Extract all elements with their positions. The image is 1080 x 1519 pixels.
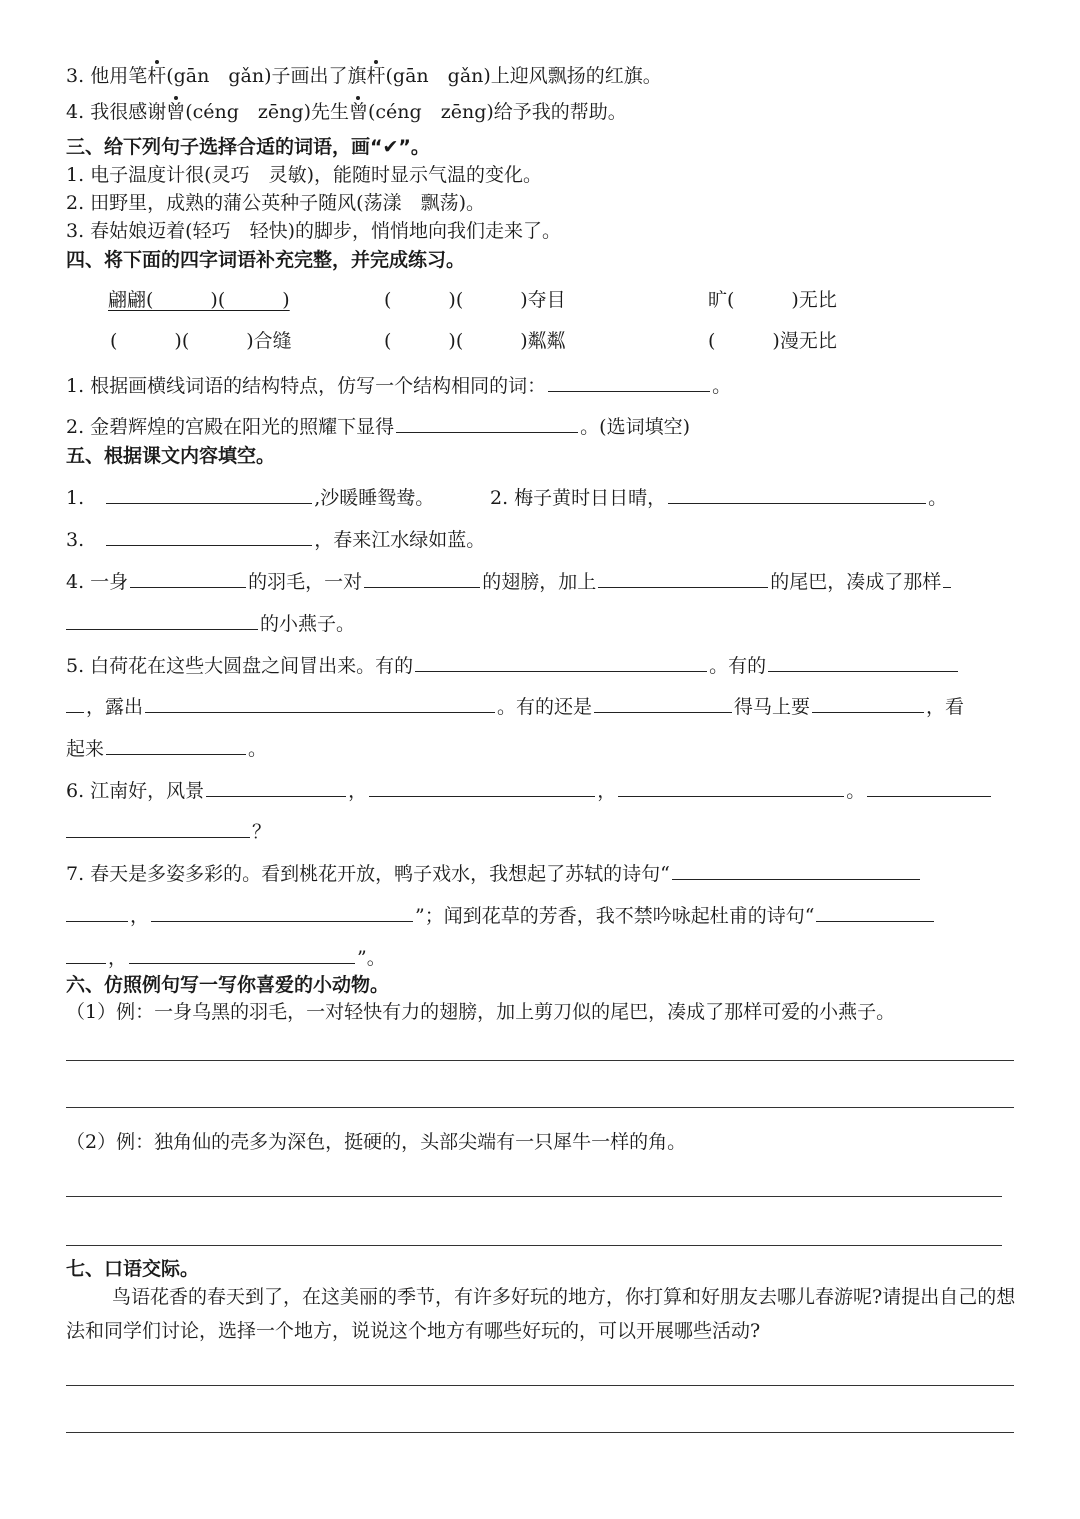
section7-title: 七、口语交际。 [66, 1258, 200, 1280]
section5-q7-cont: ， ”；闻到花草的芳香，我不禁吟咏起杜甫的诗句“ [66, 902, 936, 928]
section6-example-1: （1）例：一身乌黑的羽毛，一对轻快有力的翅膀，加上剪刀似的尾巴，凑成了那样可爱的小燕子。 [66, 1001, 896, 1023]
section5-q7: 7. 春天是多姿多彩的。看到桃花开放，鸭子戏水，我想起了苏轼的诗句“ [66, 860, 922, 886]
answer-blank[interactable] [364, 568, 480, 588]
section5-q4: 4. 一身 的羽毛，一对 的翅膀，加上 的尾巴，凑成了那样 [66, 568, 953, 594]
answer-blank[interactable] [668, 484, 926, 504]
answer-blank[interactable] [145, 693, 495, 713]
answer-blank[interactable] [812, 693, 924, 713]
answer-blank[interactable] [66, 818, 250, 838]
idiom-row2-a: ( )( )合缝 [110, 330, 292, 352]
answer-blank[interactable] [672, 860, 920, 880]
section4-q1: 1. 根据画横线词语的结构特点，仿写一个结构相同的词： 。 [66, 372, 731, 398]
answer-blank[interactable] [106, 526, 312, 546]
writing-line[interactable] [66, 1245, 1002, 1246]
idiom-row1-c: 旷( )无比 [708, 289, 837, 311]
answer-blank[interactable] [66, 610, 258, 630]
answer-blank[interactable] [768, 652, 958, 672]
answer-blank[interactable] [867, 777, 991, 797]
answer-blank[interactable] [548, 372, 710, 392]
answer-blank[interactable] [66, 693, 84, 713]
answer-blank[interactable] [598, 568, 768, 588]
section6-title: 六、仿照例句写一写你喜爱的小动物。 [66, 974, 390, 996]
dotted-char: 曾 [166, 101, 186, 123]
answer-blank[interactable] [396, 413, 578, 433]
section3-item-1: 1. 电子温度计很(灵巧 灵敏)，能随时显示气温的变化。 [66, 164, 542, 186]
answer-blank[interactable] [151, 902, 413, 922]
section4-title: 四、将下面的四字词语补充完整，并完成练习。 [66, 249, 466, 271]
answer-blank[interactable] [369, 777, 595, 797]
writing-line[interactable] [66, 1196, 1002, 1197]
section5-q4-cont: 的小燕子。 [66, 610, 355, 636]
section3-item-2: 2. 田野里，成熟的蒲公英种子随风(荡漾 飘荡)。 [66, 192, 485, 214]
answer-blank[interactable] [66, 902, 128, 922]
section7-prompt: 鸟语花香的春天到了，在这美丽的季节，有许多好玩的地方，你打算和好朋友去哪儿春游呢?请提出自己的想法和同学们讨论，选择一个地方，说说这个地方有哪些好玩的，可以开展哪些活动? [66, 1286, 1016, 1342]
section5-q5-cont: ，露出 。有的还是 得马上要 ，看 [66, 693, 964, 719]
writing-line[interactable] [66, 1432, 1014, 1433]
answer-blank[interactable] [943, 568, 951, 588]
section5-title: 五、根据课文内容填空。 [66, 445, 276, 467]
answer-blank[interactable] [129, 944, 355, 964]
answer-blank[interactable] [594, 693, 732, 713]
answer-blank[interactable] [106, 735, 246, 755]
answer-blank[interactable] [106, 484, 312, 504]
writing-line[interactable] [66, 1385, 1014, 1386]
underlined-word: 翩翩 [108, 289, 147, 311]
section2-q4: 4. 我很感谢曾(céng zēng)先生曾(céng zēng)给予我的帮助。 [66, 101, 627, 123]
answer-blank[interactable] [206, 777, 346, 797]
section5-q3: 3. ，春来江水绿如蓝。 [66, 526, 485, 552]
section5-q5-cont2: 起来 。 [66, 735, 267, 761]
section4-q2: 2. 金碧辉煌的宫殿在阳光的照耀下显得 。(选词填空) [66, 413, 690, 439]
idiom-row1-b: ( )( )夺目 [384, 289, 566, 311]
dotted-char: 曾 [348, 101, 368, 123]
section5-q2: 2. 梅子黄时日日晴， 。 [490, 484, 947, 510]
section3-item-3: 3. 春姑娘迈着(轻巧 轻快)的脚步，悄悄地向我们走来了。 [66, 220, 561, 242]
idiom-row1-a: 翩翩( )( ) [108, 289, 290, 311]
writing-line[interactable] [66, 1060, 1014, 1061]
section5-q6-cont: ？ [66, 818, 271, 844]
section5-q1: 1. ,沙暖睡鸳鸯。 [66, 484, 434, 510]
answer-blank[interactable] [130, 568, 246, 588]
section2-q3: 3. 他用笔杆(gān gǎn)子画出了旗杆(gān gǎn)上迎风飘扬的红旗。 [66, 65, 662, 87]
answer-blank[interactable] [66, 944, 106, 964]
answer-blank[interactable] [415, 652, 707, 672]
section5-q7-cont2: ， ”。 [66, 944, 386, 970]
writing-line[interactable] [66, 1107, 1014, 1108]
dotted-char: 杆 [366, 65, 386, 87]
answer-blank[interactable] [816, 902, 934, 922]
section5-q6: 6. 江南好，风景 ， ， 。 [66, 777, 993, 803]
section5-q5: 5. 白荷花在这些大圆盘之间冒出来。有的 。有的 [66, 652, 960, 678]
idiom-row2-c: ( )漫无比 [708, 330, 837, 352]
idiom-row2-b: ( )( )粼粼 [384, 330, 566, 352]
answer-blank[interactable] [618, 777, 844, 797]
dotted-char: 杆 [147, 65, 167, 87]
section6-example-2: （2）例：独角仙的壳多为深色，挺硬的，头部尖端有一只犀牛一样的角。 [66, 1131, 687, 1153]
section3-title: 三、给下列句子选择合适的词语，画“✔”。 [66, 136, 430, 158]
